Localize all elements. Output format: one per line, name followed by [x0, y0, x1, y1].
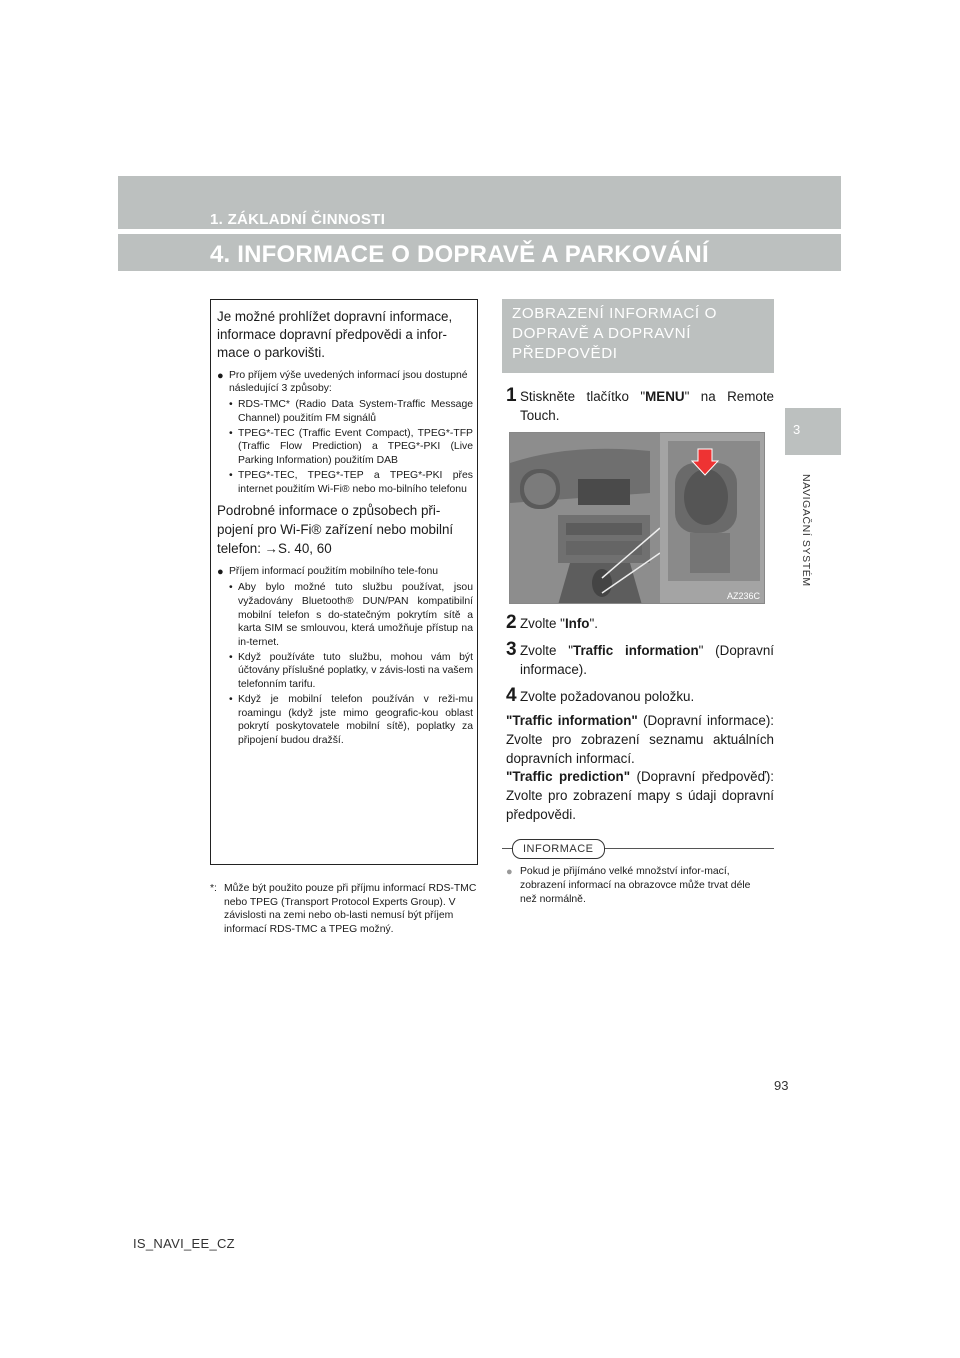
traffic-information-key: Traffic information — [573, 643, 699, 658]
notes-list — [229, 581, 473, 748]
footnote-text: Může být použito pouze při příjmu informací RDS-TMC nebo TPEG (Transport Protocol Experts Group). V závislosti na zemi nebo ob-lasti nemusí být příjem informací RDS-TMC a TPEG možný. — [224, 883, 477, 936]
step-1 — [506, 385, 774, 426]
bullet-icon: ● — [217, 369, 224, 382]
list-item: • TPEG*-TEC (Traffic Event Compact), TPEG*-TFP (Traffic Flow Prediction) a TPEG*-PKI (Live Parking Information) použitím DAB — [229, 427, 473, 467]
step-number: 1 — [506, 385, 517, 406]
page-title: 4. INFORMACE O DOPRAVĚ A PARKOVÁNÍ — [210, 241, 709, 268]
step-number: 3 — [506, 639, 517, 660]
step-text: Zvolte požadovanou položku. — [520, 689, 695, 704]
chapter-tab-label: NAVIGAČNÍ SYSTÉM — [800, 474, 812, 587]
bullet-text: Příjem informací použitím mobilního tele-fonu — [229, 565, 439, 577]
list-item-text: Když je mobilní telefon používán v reži-mu roamingu (když jste mimo geografic-kou oblast pokrytí poskytovatele mobilní sítě), poplatky za připojení budou dražší. — [238, 693, 473, 747]
step-number: 2 — [506, 612, 517, 633]
pairing-reference: Podrobné informace o způsobech při-pojení pro Wi-Fi® zařízení nebo mobilní telefon: →S. 40, 60 — [217, 503, 454, 556]
intro-text: Je možné prohlížet dopravní informace, informace dopravní předpovědi a infor-mace o parkovišti. — [217, 309, 453, 361]
list-item-text: TPEG*-TEC (Traffic Event Compact), TPEG*-TFP (Traffic Flow Prediction) a TPEG*-PKI (Live Parking Information) použitím DAB — [238, 427, 473, 467]
step-text: Zvolte "Traffic information" (Dopravní informace). — [520, 643, 774, 677]
option-text: (Dopravní předpověď): Zvolte pro zobrazení mapy s údaji dopravní předpovědi. — [506, 769, 775, 822]
option-description — [506, 768, 774, 824]
info-text: Pokud je přijímáno velké množství infor-mací, zobrazení informací na obrazovce může trvat déle než normálně. — [520, 866, 751, 905]
option-text: (Dopravní informace): Zvolte pro zobrazení seznamu aktuálních dopravních informací. — [506, 713, 774, 766]
list-item: • Aby bylo možné tuto službu používat, jsou vyžadovány Bluetooth® DUN/PAN kompatibilní mobilní telefon s do-statečným pokrytím sítě a karta SIM se smlouvou, která umožňuje přístup na in-ternet. — [229, 582, 473, 649]
figure-code: AZ236C — [726, 591, 760, 601]
header-divider — [118, 229, 841, 234]
info-label: INFORMACE — [512, 839, 605, 859]
option-description — [506, 712, 774, 768]
bullet-item — [217, 369, 473, 396]
bullet-icon: ● — [217, 565, 224, 578]
list-item-text: Když používáte tuto službu, mohou vám být účtovány příslušné poplatky, v závis-losti na vašem telefonním tarifu. — [238, 651, 473, 691]
bullet-icon: ● — [506, 866, 513, 878]
info-key: Info — [564, 616, 590, 631]
list-item: • Když je mobilní telefon používán v reži-mu roamingu (když jste mimo geografic-kou oblast pokrytí poskytovatele mobilní sítě), poplatky za připojení budou dražší. — [229, 693, 473, 747]
intro-box — [210, 299, 478, 865]
section-title: 1. ZÁKLADNÍ ČINNOSTI — [210, 211, 386, 228]
footnote-mark: *: — [210, 883, 217, 894]
step-text: Zvolte "Info". — [520, 616, 598, 631]
list-item: • RDS-TMC* (Radio Data System-Traffic Message Channel) použitím FM signálů — [229, 399, 473, 424]
list-item-text: Aby bylo možné tuto službu používat, jsou vyžadovány Bluetooth® DUN/PAN kompatibilní mobilní telefon s do-statečným pokrytím sítě a karta SIM se smlouvou, která umožňuje přístup na in-ternet. — [238, 582, 473, 649]
option-name: "Traffic information" — [506, 713, 638, 728]
step-3 — [506, 639, 774, 680]
list-item-text: RDS-TMC* (Radio Data System-Traffic Message Channel) použitím FM signálů — [238, 399, 473, 424]
bullet-item — [217, 565, 473, 580]
footnote — [210, 882, 478, 937]
step-number: 4 — [506, 685, 517, 706]
step-2 — [506, 612, 774, 634]
chapter-tab-number: 3 — [793, 422, 801, 437]
remote-touch-illustration — [509, 432, 765, 604]
dashboard-illustration — [510, 433, 765, 604]
info-note — [506, 865, 768, 907]
list-item-text: TPEG*-TEC, TPEG*-TEP a TPEG*-PKI přes internet použitím Wi-Fi® nebo mo-bilního telefonu — [238, 469, 473, 495]
step-4 — [506, 685, 774, 707]
methods-list — [229, 398, 473, 496]
page-number: 93 — [774, 1078, 789, 1093]
step-text: Stiskněte tlačítko "MENU" na Remote Touch. — [520, 389, 774, 423]
list-item: • TPEG*-TEC, TPEG*-TEP a TPEG*-PKI přes internet použitím Wi-Fi® nebo mo-bilního telefonu — [229, 469, 473, 495]
list-item: • Když používáte tuto službu, mohou vám být účtovány příslušné poplatky, v závis-losti na vašem telefonním tarifu. — [229, 651, 473, 691]
document-code: IS_NAVI_EE_CZ — [133, 1236, 235, 1251]
subsection-title: ZOBRAZENÍ INFORMACÍ O DOPRAVĚ A DOPRAVNÍ PŘEDPOVĚDI — [502, 299, 774, 373]
menu-key: MENU — [645, 389, 685, 404]
bullet-text: Pro příjem výše uvedených informací jsou dostupné následující 3 způsoby: — [229, 369, 468, 395]
option-name: "Traffic prediction" — [506, 769, 631, 784]
